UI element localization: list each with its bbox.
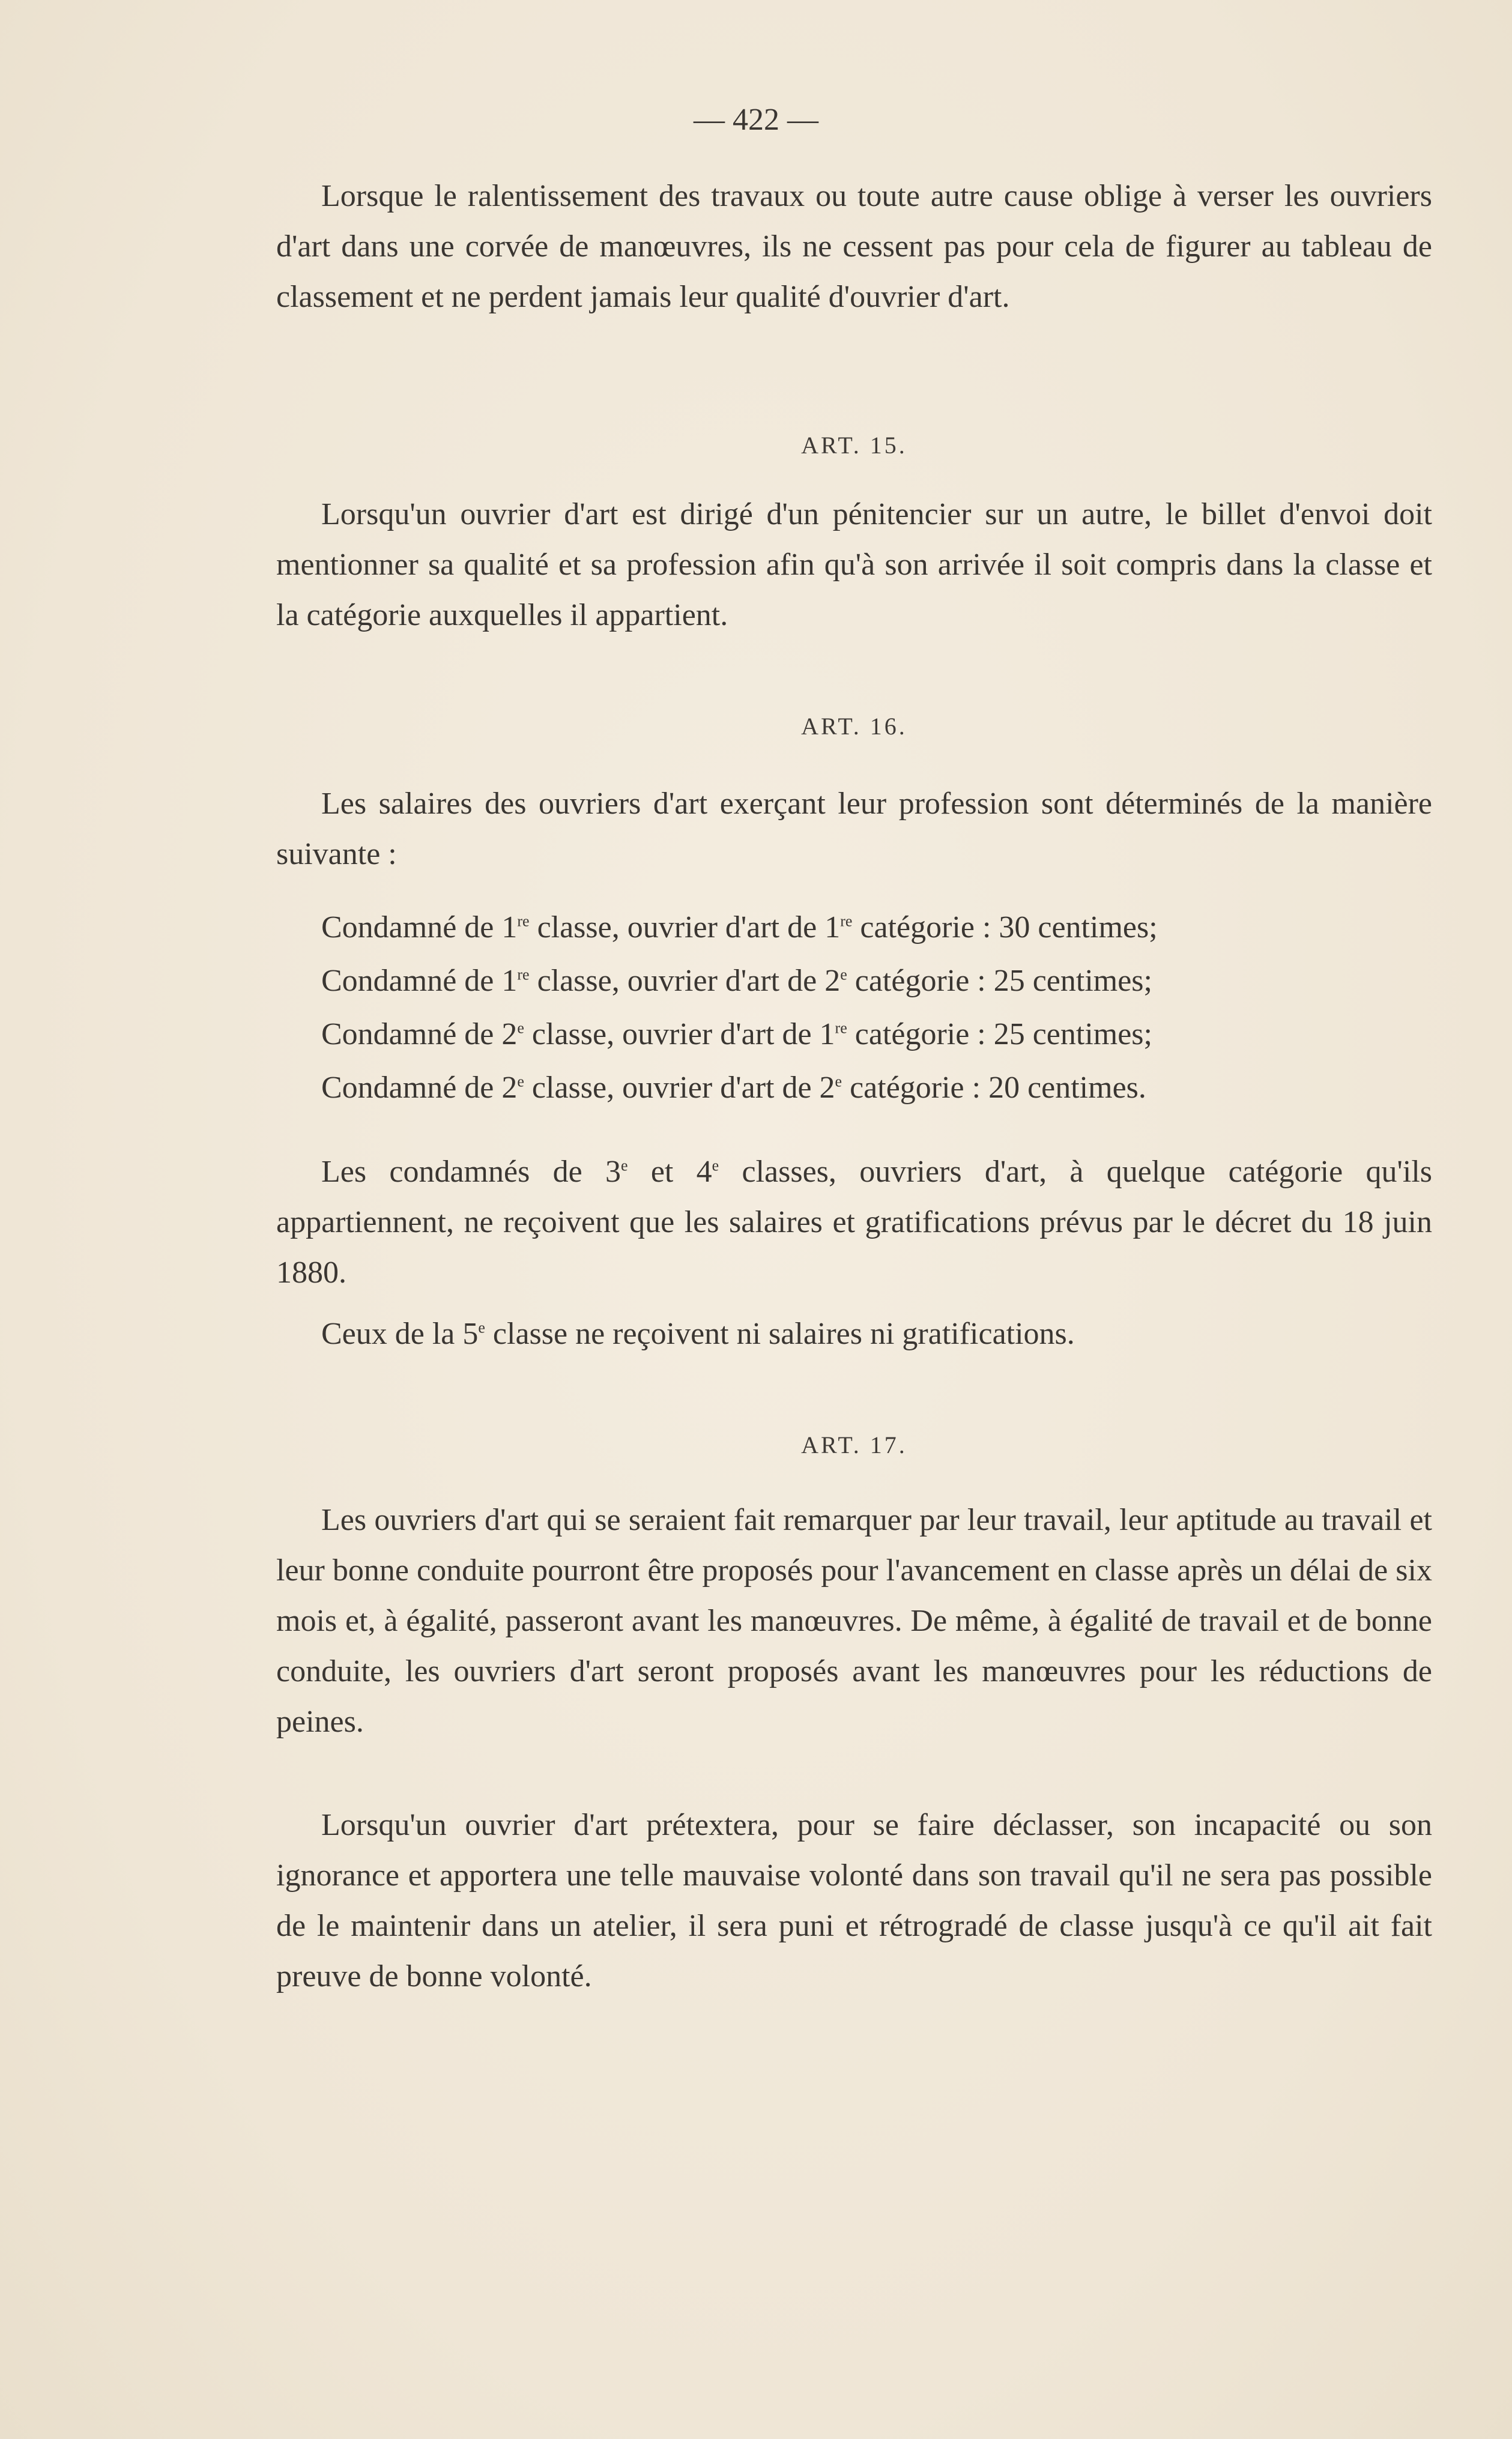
paragraph-2: Lorsqu'un ouvrier d'art est dirigé d'un pénitencier sur un autre, le billet d'envoi doit mentionner sa qualité et sa profession afin qu'à son arrivée il soit compris dans la classe et la catégorie auxquelles il appartient. — [276, 497, 1432, 632]
paragraph-6: Les ouvriers d'art qui se seraient fait remarquer par leur travail, leur aptitude au travail et leur bonne conduite pourront être proposés pour l'avancement en classe après un délai de six mois et, à égalité, passeront avant les manœuvres. De même, à égalité de travail et de bonne conduite, les ouvriers d'art seront proposés avant les manœuvres pour les réductions de peines. — [276, 1503, 1432, 1739]
paragraph-6-block — [276, 1495, 1432, 1747]
salary-list — [276, 901, 1432, 1114]
article-heading-16: ART. 16. — [801, 713, 907, 740]
paragraph-4-block — [276, 1147, 1432, 1298]
article-17-block — [276, 1420, 1432, 1470]
paragraph-7: Lorsqu'un ouvrier d'art prétextera, pour se faire déclasser, son incapacité ou son ignorance et apportera une telle mauvaise volonté dans son travail qu'il ne sera pas possible de le maintenir dans un atelier, il sera puni et rétrogradé de classe jusqu'à ce qu'il ait fait preuve de bonne volonté. — [276, 1808, 1432, 1993]
paragraph-5-block — [276, 1309, 1432, 1359]
article-15-block — [276, 420, 1432, 471]
salary-line-2: Condamné de 1re classe, ouvrier d'art de 2e catégorie : 25 centimes; — [321, 964, 1152, 998]
paragraph-2-block — [276, 489, 1432, 641]
article-16-block — [276, 701, 1432, 752]
paragraph-4: Les condamnés de 3e et 4e classes, ouvriers d'art, à quelque catégorie qu'ils appartiennent, ne reçoivent que les salaires et gratifications prévus par le décret du 18 juin 1880. — [276, 1155, 1432, 1290]
page-number: — 422 — — [694, 103, 818, 137]
paragraph-5: Ceux de la 5e classe ne reçoivent ni salaires ni gratifications. — [321, 1317, 1075, 1351]
paragraph-1-block — [276, 171, 1432, 322]
salary-line-4: Condamné de 2e classe, ouvrier d'art de 2e catégorie : 20 centimes. — [321, 1071, 1146, 1105]
paragraph-7-block — [276, 1800, 1432, 2002]
article-heading-15: ART. 15. — [801, 432, 907, 459]
salary-line-1: Condamné de 1re classe, ouvrier d'art de 1re catégorie : 30 centimes; — [321, 910, 1158, 944]
salary-line-3: Condamné de 2e classe, ouvrier d'art de 1re catégorie : 25 centimes; — [321, 1017, 1152, 1051]
article-heading-17: ART. 17. — [801, 1431, 907, 1458]
paragraph-3: Les salaires des ouvriers d'art exerçant leur profession sont déterminés de la manière suivante : — [276, 787, 1432, 871]
paragraph-1: Lorsque le ralentissement des travaux ou toute autre cause oblige à verser les ouvriers d'art dans une corvée de manœuvres, ils ne cessent pas pour cela de figurer au tableau de classement et ne perdent jamais leur qualité d'ouvrier d'art. — [276, 179, 1432, 314]
paragraph-3-block — [276, 779, 1432, 880]
